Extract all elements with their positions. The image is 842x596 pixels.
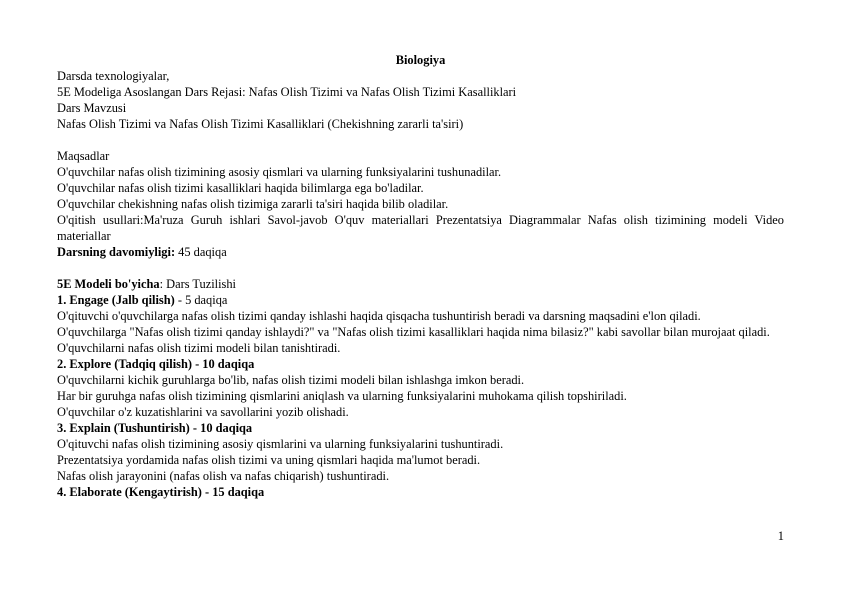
- lesson-topic-heading: Dars Mavzusi: [57, 101, 127, 115]
- stage-title: [57, 484, 784, 500]
- stage-title-text: 2. Explore (Tadqiq qilish) - 10 daqiqa: [57, 357, 255, 371]
- stage-line: Prezentatsiya yordamida nafas olish tizimi va uning qismlari haqida ma'lumot beradi.: [57, 453, 481, 467]
- teaching-methods: O'qitish usullari:Ma'ruza Guruh ishlari Savol-javob O'quv materiallari Prezentatsiya Diagrammalar Nafas olish tizimining modeli Video materiallar: [57, 213, 784, 243]
- objective-item: O'quvchilar nafas olish tizimining asosiy qismlari va ularning funksiyalarini tushunadilar.: [57, 165, 502, 179]
- model-rest: : Dars Tuzilishi: [159, 277, 237, 291]
- stage-line: Har bir guruhga nafas olish tizimining qismlarini aniqlash va ularning funksiyalarini muhokama qilish topshiriladi.: [57, 389, 627, 403]
- stage-line: Nafas olish jarayonini (nafas olish va nafas chiqarish) tushuntiradi.: [57, 469, 390, 483]
- stage-title-text: 4. Elaborate (Kengaytirish) - 15 daqiqa: [57, 485, 265, 499]
- stage-line: O'quvchilarni kichik guruhlarga bo'lib, nafas olish tizimi modeli bilan ishlashga imkon beradi.: [57, 373, 525, 387]
- header-line: Darsda texnologiyalar,: [57, 69, 170, 83]
- stage-title: [57, 420, 784, 436]
- stage-line: O'qituvchi nafas olish tizimining asosiy qismlarini va ularning funksiyalarini tushuntiradi.: [57, 437, 504, 451]
- stage-title: [57, 356, 784, 372]
- page-number: 1: [777, 529, 784, 543]
- stage-line: O'quvchilarni nafas olish tizimi modeli bilan tanishtiradi.: [57, 341, 341, 355]
- document-page: [57, 52, 784, 500]
- lesson-plan-title: 5E Modeliga Asoslangan Dars Rejasi: Nafas Olish Tizimi va Nafas Olish Tizimi Kasalliklari: [57, 85, 517, 99]
- stage-title-text: 3. Explain (Tushuntirish) - 10 daqiqa: [57, 421, 253, 435]
- model-label: 5E Modeli bo'yicha: [57, 277, 160, 291]
- stage-title-text: 1. Engage (Jalb qilish): [57, 293, 175, 307]
- objective-item: O'quvchilar nafas olish tizimi kasalliklari haqida bilimlarga ega bo'ladilar.: [57, 181, 424, 195]
- spacer: [57, 132, 784, 148]
- document-title: Biologiya: [395, 53, 446, 67]
- duration-label: Darsning davomiyligi:: [57, 245, 176, 259]
- lesson-topic: Nafas Olish Tizimi va Nafas Olish Tizimi Kasalliklari (Chekishning zararli ta'siri): [57, 117, 464, 131]
- stage-line: O'qituvchi o'quvchilarga nafas olish tizimi qanday ishlashi haqida qisqacha tushuntirish beradi va darsning maqsadini e'lon qiladi.: [57, 309, 701, 323]
- stage-title: [57, 292, 784, 308]
- stage-line: O'quvchilarga "Nafas olish tizimi qanday ishlaydi?" va "Nafas olish tizimi kasalliklari haqida nima bilasiz?" kabi savollar bilan murojaat qiladi.: [57, 325, 770, 339]
- objective-item: O'quvchilar chekishning nafas olish tizimiga zararli ta'siri haqida bilib oladilar.: [57, 197, 449, 211]
- stage-line: O'quvchilar o'z kuzatishlarini va savollarini yozib olishadi.: [57, 405, 349, 419]
- spacer: [57, 260, 784, 276]
- model-heading: [57, 276, 784, 292]
- lesson-duration: [57, 244, 784, 260]
- stage-duration: - 5 daqiqa: [174, 293, 228, 307]
- objectives-heading: Maqsadlar: [57, 149, 110, 163]
- duration-value: 45 daqiqa: [175, 245, 227, 259]
